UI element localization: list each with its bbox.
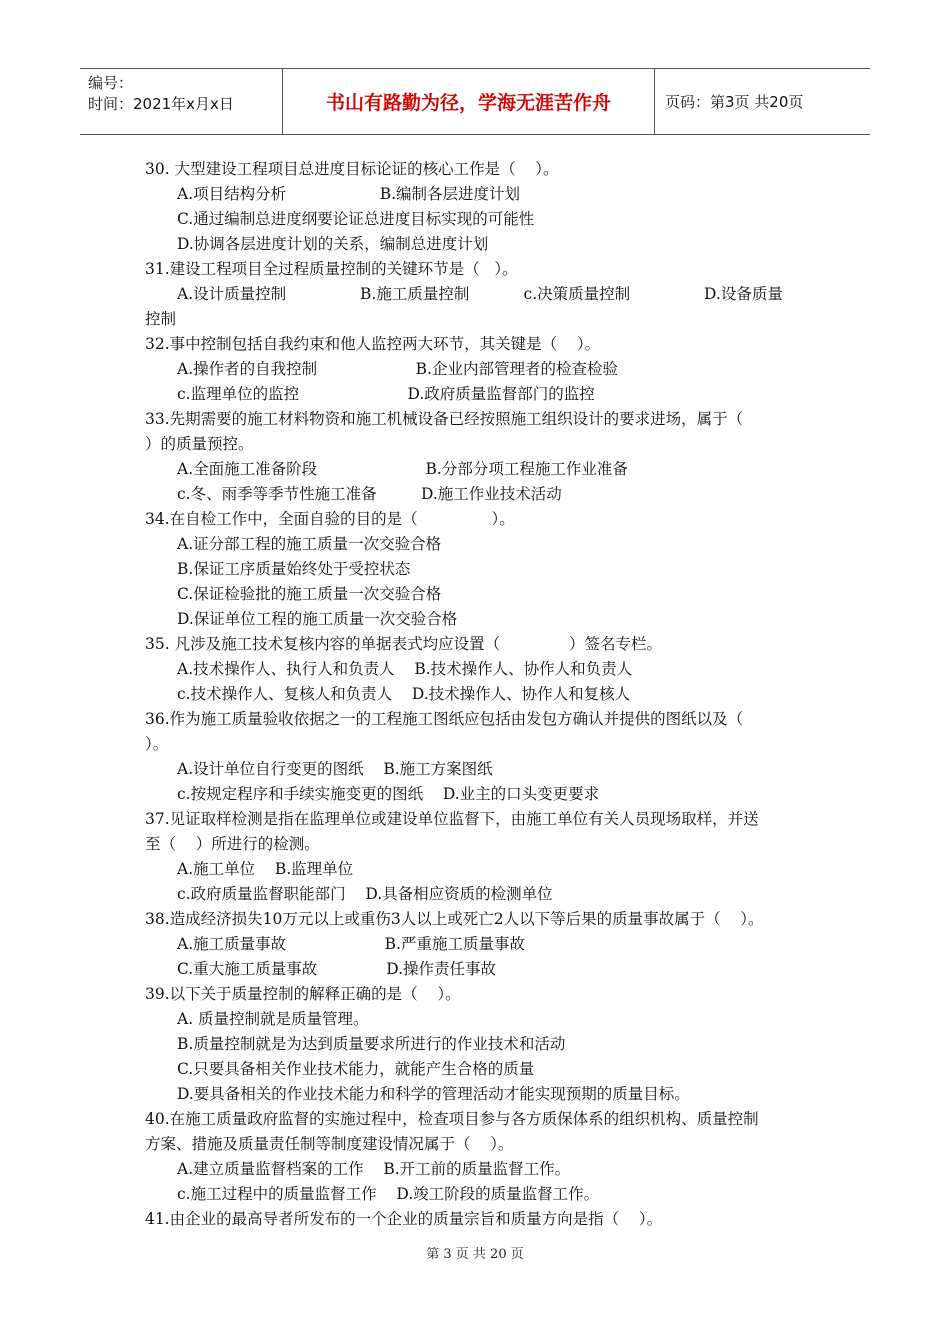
option-line: A.技术操作人、执行人和负责人 B.技术操作人、协作人和负责人	[177, 660, 633, 678]
page-header	[80, 68, 870, 135]
option-line: c.政府质量监督职能部门 D.具备相应资质的检测单位	[177, 885, 553, 903]
question-line: 34.在自检工作中，全面自验的目的是（ ）。	[145, 510, 515, 528]
question-line-wrap: 至（ ）所进行的检测。	[145, 835, 320, 853]
option-line: B.保证工序质量始终处于受控状态	[177, 560, 411, 578]
question-line: 41.由企业的最高导者所发布的一个企业的质量宗旨和质量方向是指（ ）。	[145, 1210, 663, 1228]
option-line: c.监理单位的监控 D.政府质量监督部门的监控	[177, 385, 595, 403]
question-line-wrap: 方案、措施及质量责任制等制度建设情况属于（ ）。	[145, 1135, 514, 1153]
number-label: 编号：	[88, 74, 134, 92]
option-line: A.设计单位自行变更的图纸 B.施工方案图纸	[177, 760, 493, 778]
question-line: 38.造成经济损失10万元以上或重伤3人以上或死亡2人以下等后果的质量事故属于（ ）。	[145, 910, 764, 928]
question-line: 33.先期需要的施工材料物资和施工机械设备已经按照施工组织设计的要求进场，属于（	[145, 410, 744, 428]
question-line-wrap: ）。	[145, 735, 169, 753]
question-line: 35. 凡涉及施工技术复核内容的单据表式均应设置（ ）签名专栏。	[145, 635, 663, 653]
option-line: c.冬、雨季等季节性施工准备 D.施工作业技术活动	[177, 485, 562, 503]
option-line: D.要具备相关的作业技术能力和科学的管理活动才能实现预期的质量目标。	[177, 1085, 690, 1103]
page-info: 页码：第3页 共20页	[665, 93, 804, 111]
question-line: 37.见证取样检测是指在监理单位或建设单位监督下，由施工单位有关人员现场取样，并送	[145, 810, 759, 828]
option-line-wrap: 控制	[145, 310, 177, 328]
question-line: 31.建设工程项目全过程质量控制的关键环节是（ ）。	[145, 260, 518, 278]
time-label: 时间：2021年x月x日	[88, 95, 234, 113]
option-line: c.技术操作人、复核人和负责人 D.技术操作人、协作人和复核人	[177, 685, 631, 703]
option-line: A.建立质量监督档案的工作 B.开工前的质量监督工作。	[177, 1160, 571, 1178]
option-line: A.施工质量事故 B.严重施工质量事故	[177, 935, 525, 953]
option-line: D.协调各层进度计划的关系，编制总进度计划	[177, 235, 489, 253]
option-line: A.全面施工准备阶段 B.分部分项工程施工作业准备	[177, 460, 628, 478]
question-line: 30. 大型建设工程项目总进度目标论证的核心工作是（ ）。	[145, 160, 559, 178]
option-line: c.按规定程序和手续实施变更的图纸 D.业主的口头变更要求	[177, 785, 600, 803]
option-line: A.项目结构分析 B.编制各层进度计划	[177, 185, 521, 203]
question-line-wrap: ）的质量预控。	[145, 435, 254, 453]
page-footer: 第 3 页 共 20 页	[426, 1247, 524, 1262]
option-line: A.操作者的自我控制 B.企业内部管理者的检查检验	[177, 360, 618, 378]
question-list	[145, 157, 817, 1232]
option-line: A.施工单位 B.监理单位	[177, 860, 354, 878]
header-left-cell	[80, 69, 283, 134]
option-line: C.通过编制总进度纲要论证总进度目标实现的可能性	[177, 210, 535, 228]
option-line: B.质量控制就是为达到质量要求所进行的作业技术和活动	[177, 1035, 566, 1053]
option-line: A.设计质量控制 B.施工质量控制 c.决策质量控制 D.设备质量	[177, 285, 783, 303]
option-line: A.证分部工程的施工质量一次交验合格	[177, 535, 442, 553]
option-line: C.保证检验批的施工质量一次交验合格	[177, 585, 442, 603]
option-line: C.重大施工质量事故 D.操作责任事故	[177, 960, 497, 978]
option-line: A. 质量控制就是质量管理。	[177, 1010, 369, 1028]
option-line: C.只要具备相关作业技术能力，就能产生合格的质量	[177, 1060, 535, 1078]
question-line: 40.在施工质量政府监督的实施过程中，检查项目参与各方质保体系的组织机构、质量控制	[145, 1110, 759, 1128]
question-line: 36.作为施工质量验收依据之一的工程施工图纸应包括由发包方确认并提供的图纸以及（	[145, 710, 744, 728]
option-line: D.保证单位工程的施工质量一次交验合格	[177, 610, 458, 628]
option-line: c.施工过程中的质量监督工作 D.竣工阶段的质量监督工作。	[177, 1185, 600, 1203]
question-line: 32.事中控制包括自我约束和他人监控两大环节，其关键是（ ）。	[145, 335, 601, 353]
motto: 书山有路勤为径，学海无涯苦作舟	[283, 69, 655, 134]
question-line: 39.以下关于质量控制的解释正确的是（ ）。	[145, 985, 461, 1003]
